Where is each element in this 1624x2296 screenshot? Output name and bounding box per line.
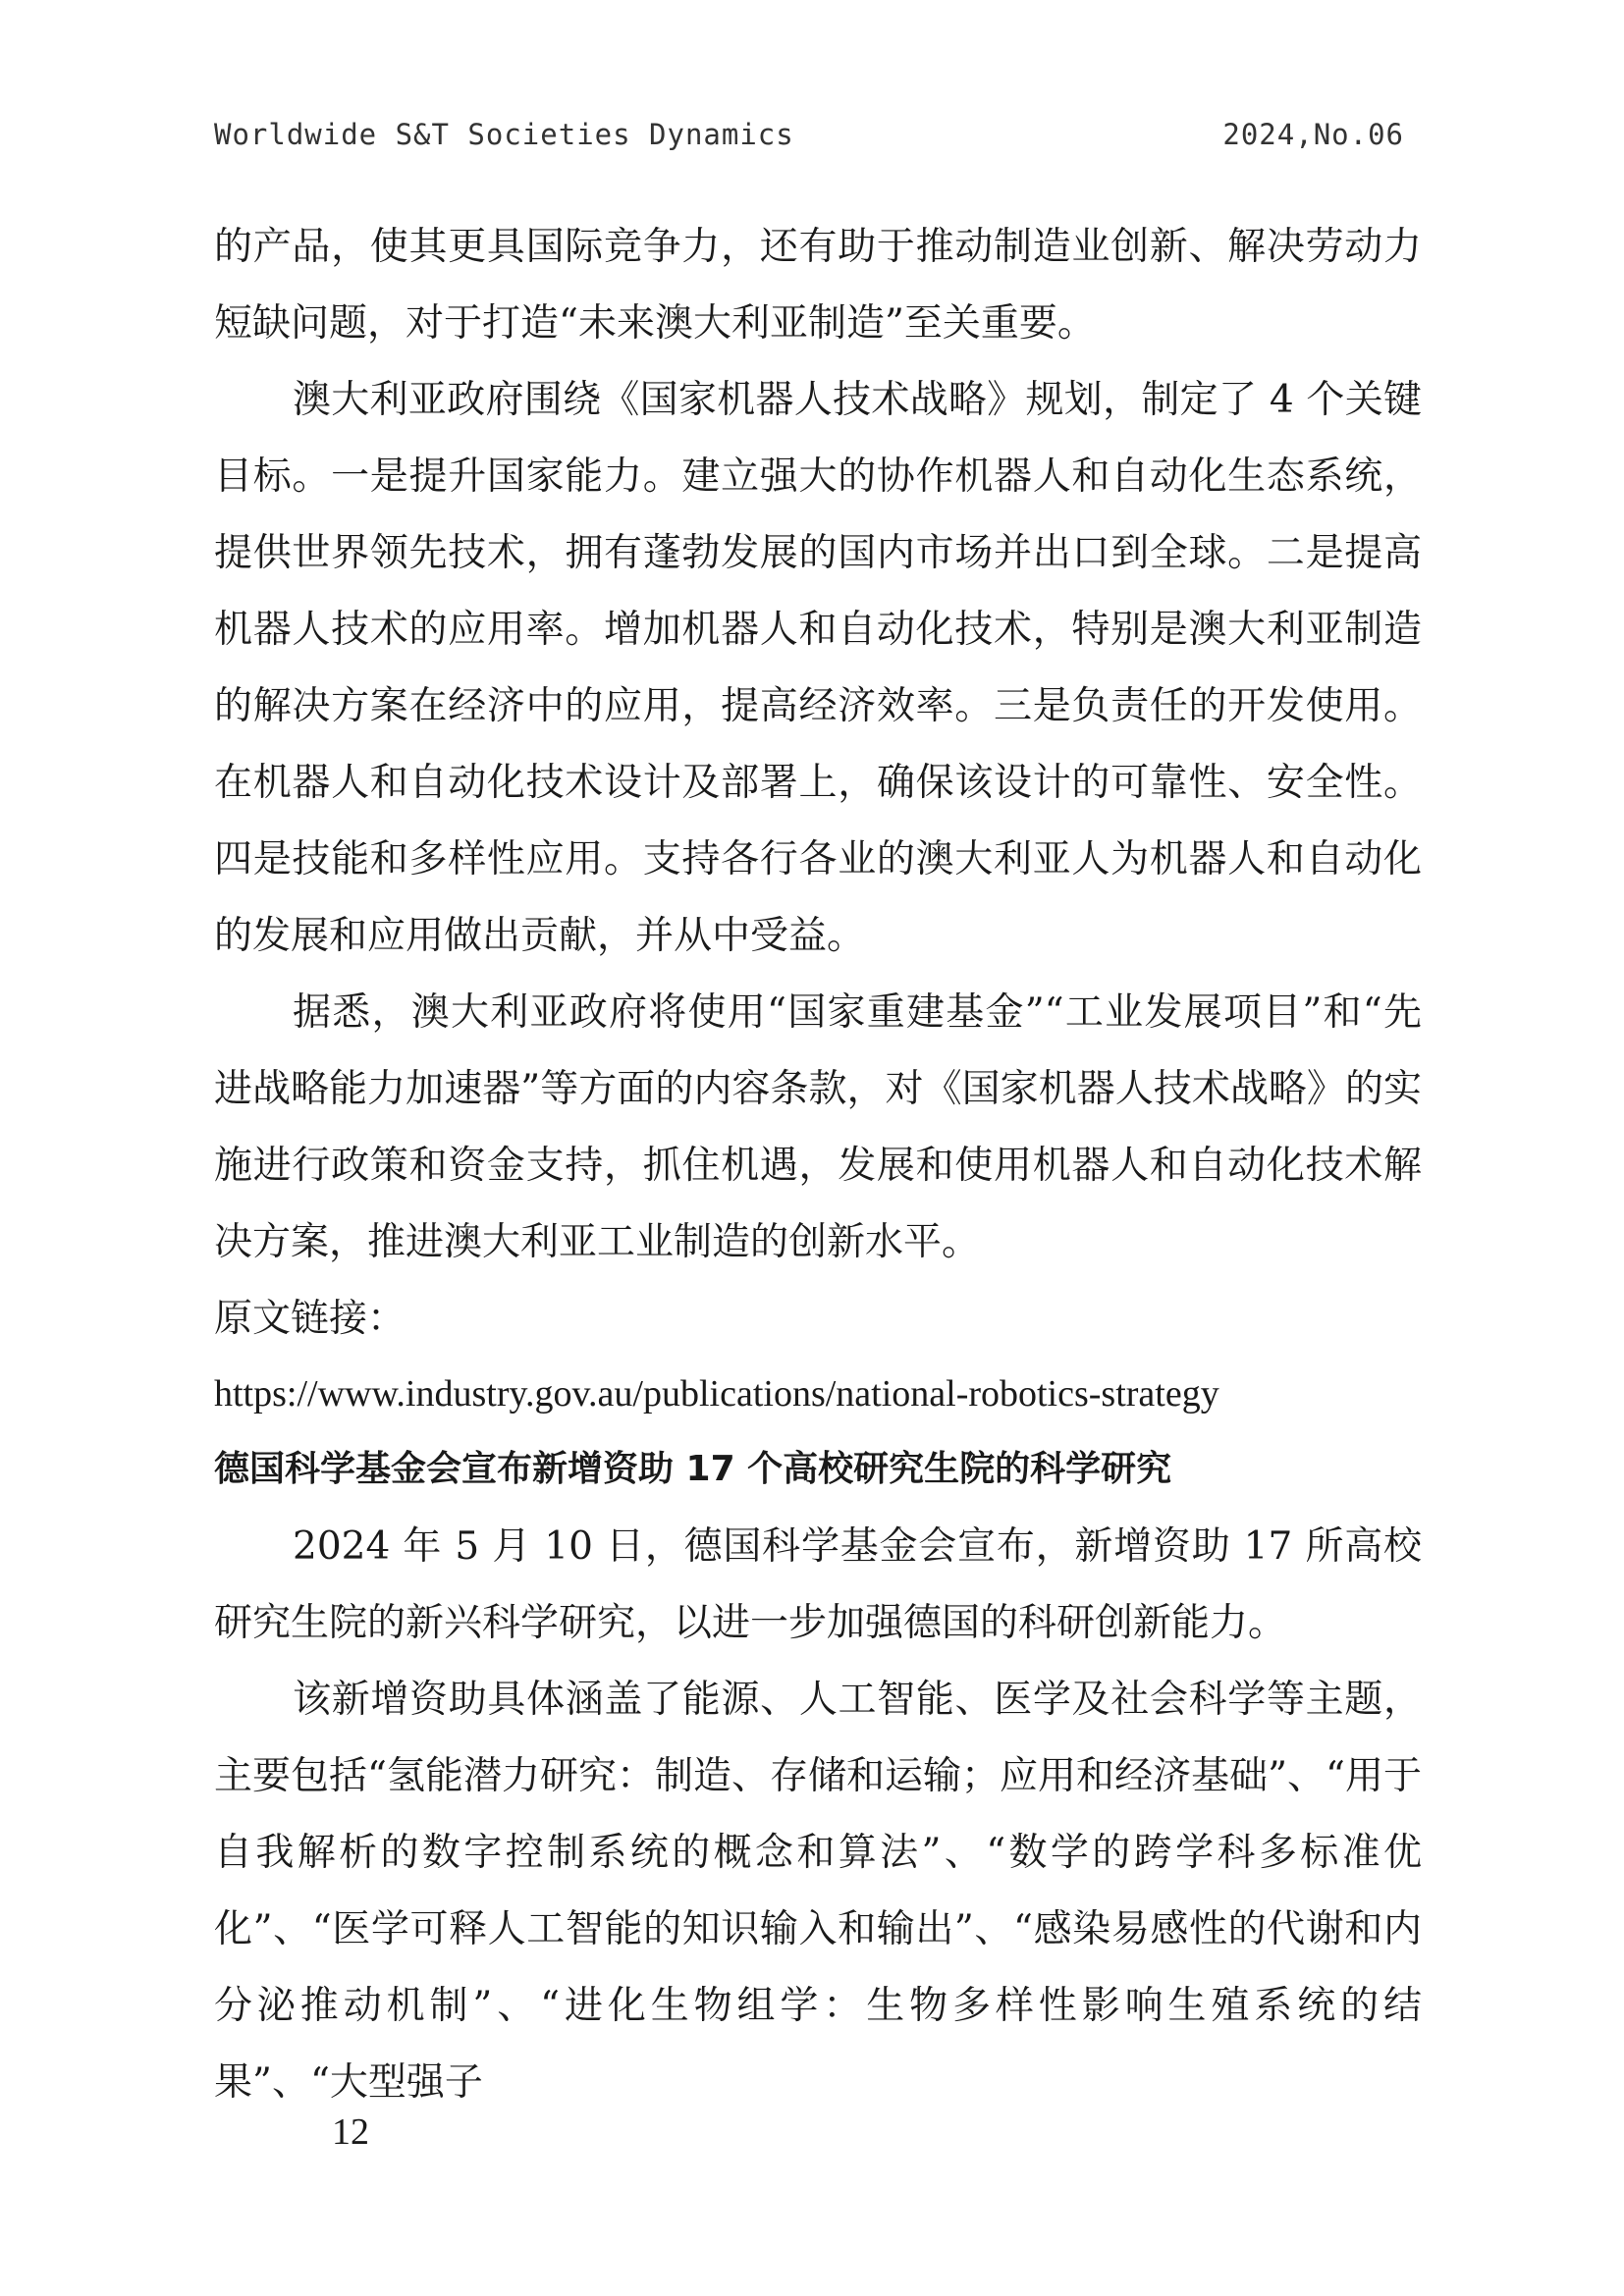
paragraph-dfg-announcement: 2024 年 5 月 10 日，德国科学基金会宣布，新增资助 17 所高校研究生院的新兴科学研究，以进一步加强德国的科研创新能力。 bbox=[214, 1524, 1422, 1645]
paragraph-continuation: 的产品，使其更具国际竞争力，还有助于推动制造业创新、解决劳动力短缺问题，对于打造“未来澳大利亚制造”至关重要。 bbox=[214, 225, 1422, 346]
page-number: 12 bbox=[332, 2111, 369, 2153]
journal-title: Worldwide S&T Societies Dynamics bbox=[214, 118, 794, 151]
article-heading: 德国科学基金会宣布新增资助 17 个高校研究生院的科学研究 bbox=[214, 1449, 1172, 1489]
page-body bbox=[214, 209, 1422, 2121]
source-link[interactable]: https://www.industry.gov.au/publications/national-robotics-strategy bbox=[214, 1373, 1219, 1415]
issue-number: 2024,No.06 bbox=[1222, 118, 1404, 151]
source-label: 原文链接： bbox=[214, 1297, 406, 1341]
paragraph-dfg-topics: 该新增资助具体涵盖了能源、人工智能、医学及社会科学等主题，主要包括“氢能潜力研究：制造、存储和运输；应用和经济基础”、“用于自我解析的数字控制系统的概念和算法”、“数学的跨学科多标准优化”、“医学可释人工智能的知识输入和输出”、“感染易感性的代谢和内分泌推动机制”、“进化生物组学：生物多样性影响生殖系统的结果”、“大型强子 bbox=[214, 1678, 1422, 2105]
paragraph-funding-support: 据悉，澳大利亚政府将使用“国家重建基金”“工业发展项目”和“先进战略能力加速器”等方面的内容条款，对《国家机器人技术战略》的实施进行政策和资金支持，抓住机遇，发展和使用机器人和自动化技术解决方案，推进澳大利亚工业制造的创新水平。 bbox=[214, 990, 1422, 1264]
running-header bbox=[214, 118, 1404, 163]
paragraph-strategy-goals: 澳大利亚政府围绕《国家机器人技术战略》规划，制定了 4 个关键目标。一是提升国家能力。建立强大的协作机器人和自动化生态系统，提供世界领先技术，拥有蓬勃发展的国内市场并出口到全球。二是提高机器人技术的应用率。增加机器人和自动化技术，特别是澳大利亚制造的解决方案在经济中的应用，提高经济效率。三是负责任的开发使用。在机器人和自动化技术设计及部署上，确保该设计的可靠性、安全性。四是技能和多样性应用。支持各行各业的澳大利亚人为机器人和自动化的发展和应用做出贡献，并从中受益。 bbox=[214, 378, 1422, 958]
